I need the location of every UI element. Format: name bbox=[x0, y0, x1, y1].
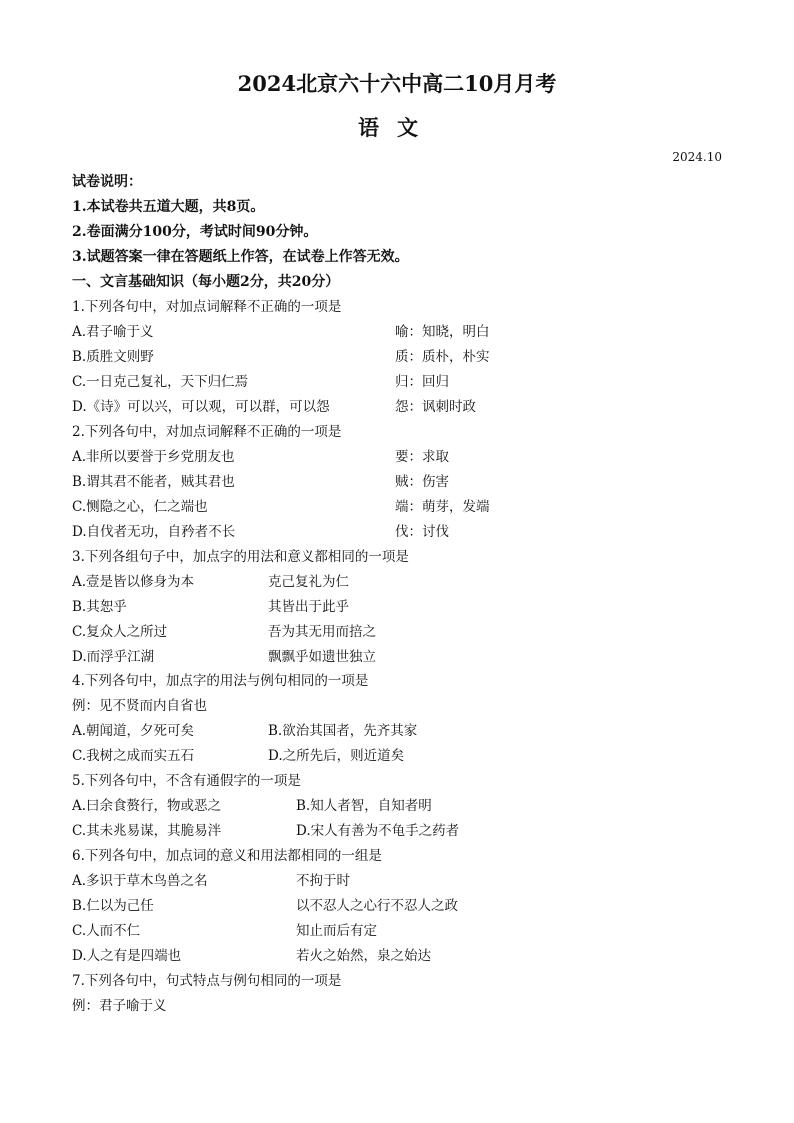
question-stem: 7.下列各句中，句式特点与例句相同的一项是 bbox=[72, 973, 342, 989]
question-stem: 1.下列各句中，对加点词解释不正确的一项是 bbox=[72, 299, 342, 315]
example-sentence: 例：见不贤而内自省也 bbox=[72, 698, 207, 714]
option-right: 吾为其无用而掊之 bbox=[268, 624, 376, 640]
option-right: 其皆出于此乎 bbox=[268, 599, 349, 615]
example-sentence: 例：君子喻于义 bbox=[72, 998, 167, 1014]
option-left: B.仁以为己任 bbox=[72, 898, 154, 914]
question-stem: 5.下列各句中，不含有通假字的一项是 bbox=[72, 773, 301, 789]
option-left: C.其未兆易谋，其脆易泮 bbox=[72, 823, 222, 839]
option-left: A.非所以要誉于乡党朋友也 bbox=[72, 449, 235, 465]
question-stem: 2.下列各句中，对加点词解释不正确的一项是 bbox=[72, 424, 342, 440]
option-right: 以不忍人之心行不忍人之政 bbox=[296, 898, 458, 914]
option-left: A.朝闻道，夕死可矣 bbox=[72, 723, 195, 739]
option-left: A.曰余食赘行，物或恶之 bbox=[72, 798, 222, 814]
option-right: 归：回归 bbox=[395, 374, 449, 390]
option-right: 知止而后有定 bbox=[296, 923, 377, 939]
question-stem: 6.下列各句中，加点词的意义和用法都相同的一组是 bbox=[72, 848, 382, 864]
exam-date: 2024.10 bbox=[672, 150, 722, 164]
option-right: D.宋人有善为不龟手之药者 bbox=[296, 823, 460, 839]
option-left: A.壹是皆以修身为本 bbox=[72, 574, 195, 590]
option-left: D.人之有是四端也 bbox=[72, 948, 182, 964]
option-right: 端：萌芽，发端 bbox=[395, 499, 490, 515]
option-left: D.自伐者无功，自矜者不长 bbox=[72, 524, 236, 540]
instruction-item: 2.卷面满分100分，考试时间90分钟。 bbox=[72, 224, 318, 240]
option-left: D.而浮乎江湖 bbox=[72, 649, 155, 665]
option-left: A.多识于草木鸟兽之名 bbox=[72, 873, 208, 889]
question-stem: 4.下列各句中，加点字的用法与例句相同的一项是 bbox=[72, 673, 369, 689]
option-right: D.之所先后，则近道矣 bbox=[268, 748, 405, 764]
option-left: B.谓其君不能者，贼其君也 bbox=[72, 474, 235, 490]
option-left: B.其恕乎 bbox=[72, 599, 127, 615]
option-right: 贼：伤害 bbox=[395, 474, 449, 490]
exam-title: 2024北京六十六中高二10月月考 bbox=[237, 71, 557, 96]
option-right: B.知人者智，自知者明 bbox=[296, 798, 432, 814]
option-left: C.复众人之所过 bbox=[72, 624, 168, 640]
option-right: 要：求取 bbox=[395, 449, 449, 465]
option-right: 不拘于时 bbox=[296, 873, 350, 889]
option-right: 喻：知晓，明白 bbox=[395, 324, 490, 340]
option-right: 克己复礼为仁 bbox=[268, 574, 349, 590]
option-right: B.欲治其国者，先齐其家 bbox=[268, 723, 418, 739]
option-right: 质：质朴，朴实 bbox=[395, 349, 490, 365]
instruction-item: 1.本试卷共五道大题，共8页。 bbox=[72, 199, 265, 215]
option-left: C.恻隐之心，仁之端也 bbox=[72, 499, 208, 515]
question-stem: 3.下列各组句子中，加点字的用法和意义都相同的一项是 bbox=[72, 549, 409, 565]
section-heading: 一、文言基础知识（每小题2分，共20分） bbox=[72, 274, 340, 290]
option-right: 若火之始然，泉之始达 bbox=[296, 948, 431, 964]
option-right: 飘飘乎如遗世独立 bbox=[268, 649, 376, 665]
option-left: A.君子喻于义 bbox=[72, 324, 154, 340]
instruction-item: 3.试题答案一律在答题纸上作答，在试卷上作答无效。 bbox=[72, 249, 409, 265]
instructions-heading: 试卷说明： bbox=[72, 174, 142, 190]
option-left: D.《诗》可以兴，可以观，可以群，可以怨 bbox=[72, 399, 330, 415]
option-left: C.我树之成而实五石 bbox=[72, 748, 195, 764]
option-right: 伐：讨伐 bbox=[395, 524, 449, 540]
option-left: C.一日克己复礼，天下归仁焉 bbox=[72, 374, 249, 390]
option-left: C.人而不仁 bbox=[72, 923, 141, 939]
option-right: 怨：讽刺时政 bbox=[395, 399, 476, 415]
option-left: B.质胜文则野 bbox=[72, 349, 154, 365]
subject-title: 语文 bbox=[358, 115, 436, 140]
